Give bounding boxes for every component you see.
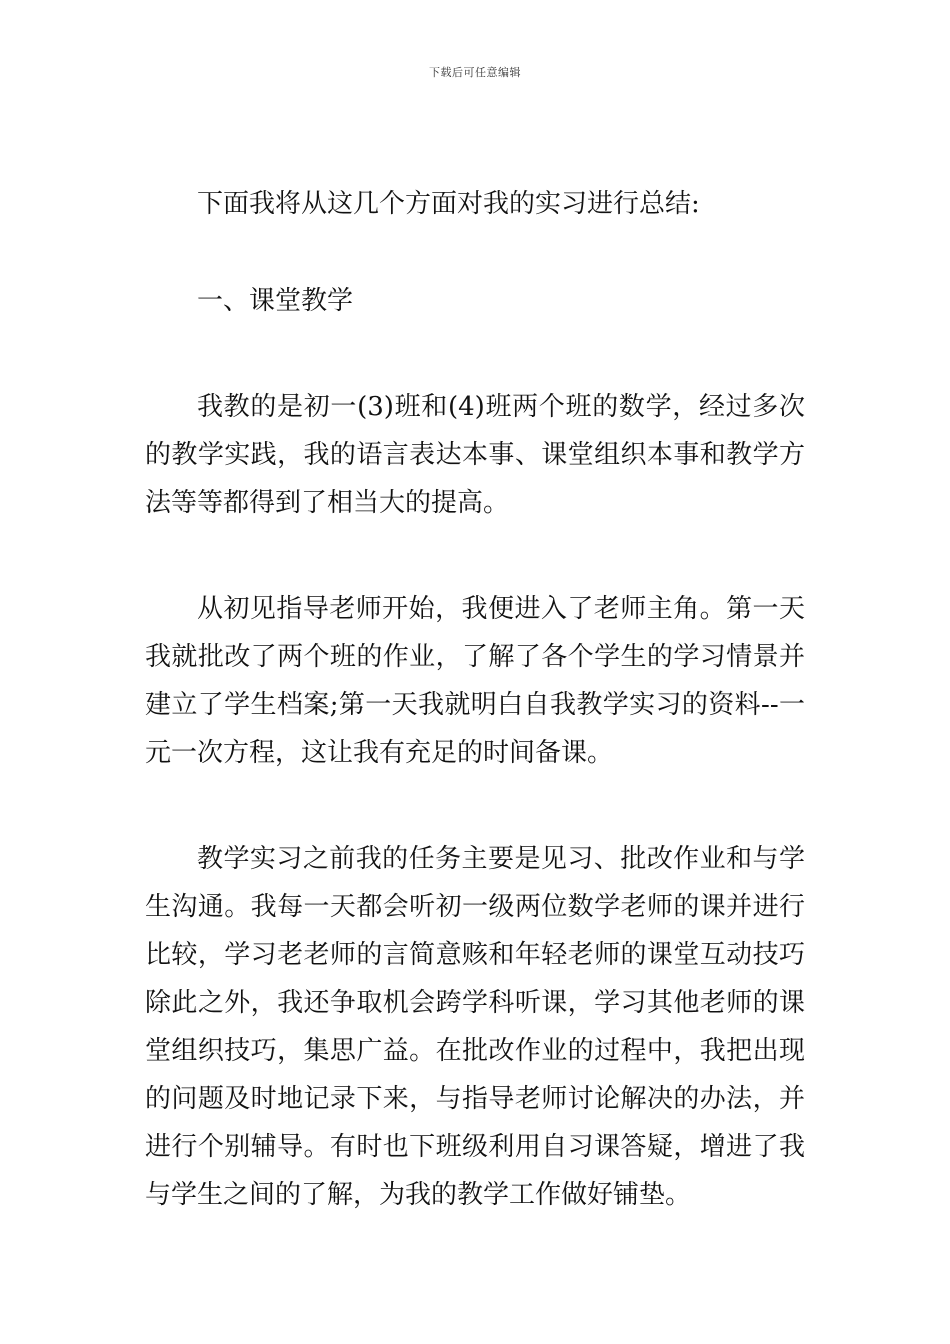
document-body bbox=[145, 180, 805, 1219]
intro-paragraph: 下面我将从这几个方面对我的实习进行总结: bbox=[197, 189, 700, 219]
body-paragraph: 教学实习之前我的任务主要是见习、批改作业和与学生沟通。我每一天都会听初一级两位数学老师的课并进行比较，学习老老师的言简意赅和年轻老师的课堂互动技巧除此之外，我还争取机会跨学科听课，学习其他老师的课堂组织技巧，集思广益。在批改作业的过程中，我把出现的问题及时地记录下来，与指导老师讨论解决的办法，并进行个别辅导。有时也下班级利用自习课答疑，增进了我与学生之间的了解，为我的教学工作做好铺垫。 bbox=[145, 844, 805, 1210]
body-paragraph: 从初见指导老师开始，我便进入了老师主角。第一天我就批改了两个班的作业，了解了各个学生的学习情景并建立了学生档案;第一天我就明白自我教学实习的资料--一元一次方程，这让我有充足的时间备课。 bbox=[145, 594, 805, 768]
page-header: 下载后可任意编辑 bbox=[429, 66, 521, 79]
body-paragraph: 我教的是初一(3)班和(4)班两个班的数学，经过多次的教学实践，我的语言表达本事、课堂组织本事和教学方法等等都得到了相当大的提高。 bbox=[145, 392, 805, 518]
section-heading: 一、课堂教学 bbox=[197, 286, 354, 316]
